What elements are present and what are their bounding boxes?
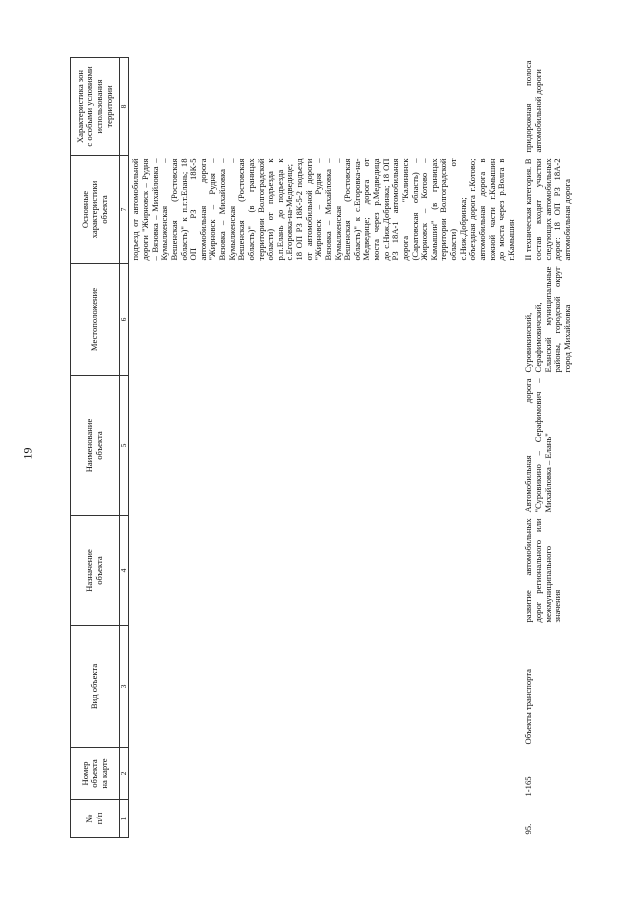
header-name: Наименование объекта bbox=[71, 376, 120, 516]
col-num-3: 3 bbox=[120, 626, 129, 748]
page-number: 19 bbox=[20, 447, 35, 460]
row-kind: Объекты транспорта bbox=[523, 668, 534, 745]
rotated-table-container bbox=[70, 58, 640, 838]
row-purpose: развитие автомобильных дорог регионального или межмуниципального значения bbox=[523, 518, 563, 623]
col-num-5: 5 bbox=[120, 376, 129, 516]
row-characteristics: II техническая категория. В состав входят участки следующих автомобильных дорог: 18 ОП РЗ 18А-2 автомобильная дорога bbox=[523, 158, 572, 261]
header-n: № п/п bbox=[71, 800, 120, 838]
col-num-7: 7 bbox=[120, 156, 129, 264]
header-characteristics: Основные характеристики объекта bbox=[71, 156, 120, 264]
row-zones: придорожная полоса автомобильной дороги bbox=[523, 60, 544, 153]
row-number: 95. bbox=[523, 823, 534, 835]
row-location: Суровикинский, Серафимовичский, Еланский муниципальные районы, городской округ город Михайловка bbox=[523, 266, 572, 373]
column-number-row bbox=[120, 58, 129, 838]
header-kind: Вид объекта bbox=[71, 626, 120, 748]
header-location: Местоположение bbox=[71, 264, 120, 376]
objects-table bbox=[70, 57, 573, 838]
row-name: Автомобильная дорога "Суровикино – Серафимович – Михайловка – Елань" bbox=[523, 378, 553, 513]
continuation-row bbox=[129, 58, 517, 838]
col-num-8: 8 bbox=[120, 58, 129, 156]
row-map-number: 1-165 bbox=[523, 776, 534, 797]
continuation-characteristics: подъезд от автомобильной дороги "Жирновск – Рудня – Вязовка – Михайловка – Кумылженская – Вешенская (Ростовская область)" к п.г.т.Елань; 18 ОП РЗ 18К-5 автомобильная дорога "Жирновск – Рудня – Вязовка – Михайловка – Кумылженская – Вешенская (Ростовская область)" (в границах территории Волгоградской области) от подъезда к р.п.Елань до подъезда к с.Егоровка-на-Медведице; 18 ОП РЗ 18К-5-2 подъезд от автомобильной дороги "Жирновск – Рудня – Вязовка – Михайловка – Кумылженская – Вешенская (Ростовская область)" к с.Егоровка-на-Медведице; дорога от моста через р.Медведица до с.Ниж.Добринка; 18 ОП РЗ 18А-1 автомобильная дорога "Калининск (Саратовская область) – Жирновск – Котово – Камышин" (в границах территории Волгоградской области) от с.Ниж.Добринка; объездная дорога г.Котово; автомобильная дорога в южной части г.Камышин до моста через р.Волга в г.Камышин bbox=[130, 158, 516, 261]
header-purpose: Назначение объекта bbox=[71, 516, 120, 626]
col-num-6: 6 bbox=[120, 264, 129, 376]
col-num-1: 1 bbox=[120, 800, 129, 838]
header-zones: Характеристика зон с особыми условиями использования территории bbox=[71, 58, 120, 156]
col-num-4: 4 bbox=[120, 516, 129, 626]
header-row bbox=[71, 58, 120, 838]
header-map-no: Номер объекта на карте bbox=[71, 748, 120, 800]
table-row bbox=[522, 58, 572, 838]
col-num-2: 2 bbox=[120, 748, 129, 800]
